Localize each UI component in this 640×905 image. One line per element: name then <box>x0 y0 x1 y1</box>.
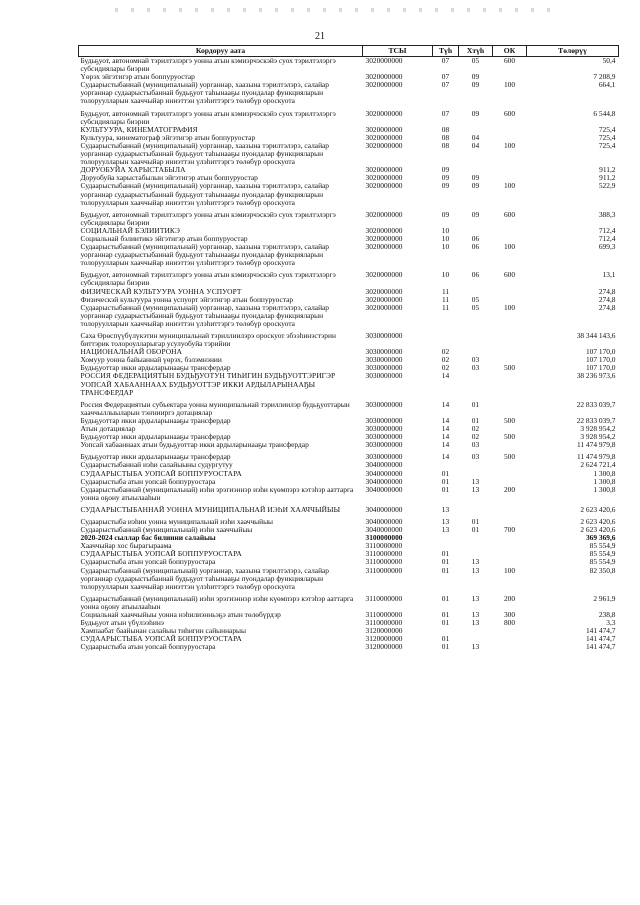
row-code: 3020000000 <box>365 233 403 243</box>
row-name: СОЦИАЛЬНАЙ БЭЛИИТИКЭ <box>80 225 180 235</box>
header-amount: Төлөрүү <box>527 46 619 57</box>
row-expense-type: 600 <box>503 209 516 219</box>
row-name: Будьҕуот, автономнай тэрилтэлэргэ уонна атын кэмиэрчэскэйэ суох тэрилтэлэргэ субсидиялары биэрии <box>80 56 336 74</box>
row-section: 01 <box>441 642 450 652</box>
row-amount: 82 350,8 <box>589 565 616 575</box>
row-section: 14 <box>441 440 450 450</box>
row-code: 3110000000 <box>365 618 403 628</box>
row-subsection: 03 <box>471 363 480 373</box>
row-code: 3030000000 <box>365 452 403 462</box>
row-name: Будьҕуот, автономнай тэрилтэлэргэ уонна атын кэмиэрчэскэйэ суох тэрилтэлэргэ субсидиялары биэрии <box>80 270 336 288</box>
table-row <box>79 397 619 417</box>
table-header-row <box>79 46 619 57</box>
row-name: Хааччыйар хос бырагыраама <box>80 541 172 551</box>
row-code: 3030000000 <box>365 415 403 425</box>
row-amount: 141 474,7 <box>585 634 616 644</box>
row-expense-type: 500 <box>503 452 516 462</box>
row-amount: 3 928 954,2 <box>580 424 616 434</box>
row-code: 3040000000 <box>365 525 403 535</box>
row-section: 14 <box>441 399 450 409</box>
row-expense-type <box>493 635 527 643</box>
row-expense-type: 600 <box>503 108 516 118</box>
row-code: 3040000000 <box>365 484 403 494</box>
table-row <box>79 567 619 591</box>
row-code: 3020000000 <box>365 108 403 118</box>
row-code: 3020000000 <box>365 132 403 142</box>
row-code: 3040000000 <box>365 504 403 514</box>
row-expense-type <box>493 470 527 478</box>
row-amount: 2 623 420,6 <box>580 504 616 514</box>
row-name: Физическэй культуура уонна успуорт эйгэтигэр атын боппуруостар <box>80 294 294 304</box>
row-subsection: 13 <box>471 565 480 575</box>
row-section: 11 <box>441 286 450 296</box>
row-subsection: 13 <box>471 593 480 603</box>
row-code: 3020000000 <box>365 242 403 252</box>
row-section: 14 <box>441 432 450 442</box>
row-subsection <box>459 328 493 348</box>
row-amount: 1 300,8 <box>593 476 616 486</box>
row-code: 3100000000 <box>365 533 403 543</box>
row-amount: 2 961,9 <box>593 593 616 603</box>
row-amount: 22 833 039,7 <box>576 415 616 425</box>
table-row <box>79 502 619 514</box>
row-section: 11 <box>441 294 450 304</box>
row-name: Саха Өрөспүүбүлүкэтин муниципальнай тэриллиилэрэ ороскуот эбээһинэстэрин биттэрик толороулларыгар усулуобуйа тэрийии <box>80 331 336 349</box>
row-amount: 6 544,8 <box>593 108 616 118</box>
row-name: РОССИЯ ФЕДЕРАЦИЯТЫН БУДЬҔУОТУН ТИҺИГИН БУДЬҔУОТТЭРИГЭР УОПСАЙ ХАБААННААХ БУДЬҔУОТТЭР ИККИ АРДЫЛАРЫНААҔЫ ТРАНСФЕРДАР <box>80 371 336 397</box>
row-section: 13 <box>441 516 450 526</box>
row-section: 01 <box>441 476 450 486</box>
row-expense-type: 500 <box>503 363 516 373</box>
row-name: Будьҕуоттар икки ардыларынааҕы трансфердар <box>80 432 231 442</box>
row-subsection: 09 <box>471 173 480 183</box>
row-amount: 274,8 <box>598 286 616 296</box>
row-section: 07 <box>441 80 450 90</box>
row-amount: 107 170,0 <box>585 347 616 357</box>
row-amount: 274,8 <box>598 302 616 312</box>
row-name: Будьҕуот, автономнай тэрилтэлэргэ уонна атын кэмиэрчэскэйэ суох тэрилтэлэргэ субсидиялары биэрии <box>80 209 336 227</box>
row-subsection: 04 <box>471 140 480 150</box>
row-subsection: 01 <box>471 415 480 425</box>
row-subsection: 05 <box>471 56 480 65</box>
row-subsection <box>459 542 493 550</box>
row-subsection: 02 <box>471 432 480 442</box>
row-name: Судаарыстыбаннай (муниципальнай) уорганнар, хаазына тэрилтэлэрэ, салайар уорганнар судаарыстыбаннай будьҕуот таһынааҕы пуондалар функцияларын толоруулларын хааччыйар иниэттэн үлэһиттэргэ төлөбүр ороскуота <box>80 302 329 328</box>
row-section: 10 <box>441 233 450 243</box>
row-section: 09 <box>441 165 450 175</box>
row-name: Будьҕуоттар икки ардыларынааҕы трансфердар <box>80 363 231 373</box>
row-name: Будьҕуоттар икки ардыларынааҕы трансфердар <box>80 452 231 462</box>
row-name: Судаарыстыбаннай (муниципальнай) уорганнар, хаазына тэрилтэлэрэ, салайар уорганнар судаарыстыбаннай будьҕуот таһынааҕы пуондалар функцияларын толоруулларын хааччыйар иниэттэн үлэһиттэргэ төлөбүр ороскуота <box>80 242 329 268</box>
row-code: 3020000000 <box>365 140 403 150</box>
row-code: 3020000000 <box>365 72 403 82</box>
row-code: 3110000000 <box>365 593 403 603</box>
row-expense-type: 600 <box>503 56 516 65</box>
row-code: 3030000000 <box>365 363 403 373</box>
row-subsection: 05 <box>471 294 480 304</box>
row-name: Будьҕуот атын үбүлээһинэ <box>80 618 164 628</box>
row-name: Социальнай хааччыйыы уонна нэһилиэнньэҕэ атын төлөбүрдэр <box>80 610 281 619</box>
row-amount: 2 623 420,6 <box>580 525 616 535</box>
row-name: ФИЗИЧЕСКАЙ КУЛЬТУУРА УОННА УСПУОРТ <box>80 286 242 296</box>
row-code: 3110000000 <box>365 549 403 559</box>
table-row <box>79 267 619 287</box>
row-amount: 85 554,9 <box>589 557 616 567</box>
row-section: 11 <box>441 302 450 312</box>
row-code: 3030000000 <box>365 371 403 381</box>
row-amount: 38 344 143,6 <box>576 331 616 340</box>
row-section: 08 <box>441 124 450 134</box>
row-subsection: 06 <box>471 233 480 243</box>
row-amount: 38 236 973,6 <box>576 371 616 381</box>
row-expense-type: 100 <box>503 181 516 191</box>
row-amount: 3 928 954,2 <box>580 432 616 442</box>
row-code: 3020000000 <box>365 124 403 134</box>
row-section: 01 <box>441 610 450 619</box>
row-subsection: 04 <box>471 132 480 142</box>
row-subsection: 06 <box>471 242 480 252</box>
row-name: Уопсай хабааннаах атын будьҕуоттар икки ардыларынааҕы трансфердар <box>80 440 309 450</box>
row-section: 01 <box>441 484 450 494</box>
budget-table <box>78 45 619 651</box>
row-code: 3030000000 <box>365 432 403 442</box>
row-name: Үөрэх эйгэтигэр атын боппуруостар <box>80 72 195 82</box>
row-amount: 725,4 <box>598 124 616 134</box>
row-code: 3040000000 <box>365 468 403 478</box>
row-expense-type <box>493 534 527 542</box>
row-section: 07 <box>441 72 450 82</box>
row-amount: 238,8 <box>598 610 616 619</box>
table-row <box>79 243 619 267</box>
table-row <box>79 57 619 74</box>
row-code: 3020000000 <box>365 209 403 219</box>
header-pg: Түһ <box>433 46 459 57</box>
row-code: 3040000000 <box>365 460 403 470</box>
row-subsection: 13 <box>471 476 480 486</box>
row-name: 2020-2024 сыллар бас билиини салайыы <box>80 533 216 543</box>
table-row <box>79 417 619 425</box>
row-expense-type: 100 <box>503 302 516 312</box>
row-expense-type <box>493 328 527 348</box>
row-code: 3030000000 <box>365 424 403 434</box>
row-section: 02 <box>441 355 450 365</box>
table-row <box>79 486 619 502</box>
row-code: 3030000000 <box>365 331 403 340</box>
row-subsection: 01 <box>471 525 480 535</box>
row-amount: 2 624 721,4 <box>580 460 616 470</box>
row-code: 3020000000 <box>365 302 403 312</box>
row-code: 3120000000 <box>365 634 403 644</box>
row-subsection <box>459 502 493 514</box>
row-code: 3040000000 <box>365 516 403 526</box>
row-expense-type: 300 <box>503 610 516 619</box>
row-subsection: 13 <box>471 618 480 628</box>
row-amount: 141 474,7 <box>585 626 616 636</box>
row-subsection: 03 <box>471 355 480 365</box>
row-subsection: 09 <box>471 108 480 118</box>
row-name: Социальнай бэлиитикэ эйгэтигэр атын боппуруостар <box>80 233 248 243</box>
table-body <box>79 57 619 652</box>
row-subsection: 01 <box>471 516 480 526</box>
row-code: 3030000000 <box>365 399 403 409</box>
row-name: Судаарыстыбаннай (муниципальнай) уорганнар, хаазына тэрилтэлэрэ, салайар уорганнар судаарыстыбаннай будьҕуот таһынааҕы пуондалар функцияларын толоруулларын хааччыйар иниэттэн үлэһиттэргэ төлөбүр ороскуота <box>80 565 329 591</box>
row-section: 01 <box>441 593 450 603</box>
row-code: 3110000000 <box>365 610 403 619</box>
row-code: 3030000000 <box>365 355 403 365</box>
header-name: Кордоруу аата <box>79 46 363 57</box>
row-name: НАЦИОНАЛЬНАЙ ОБОРОНА <box>80 347 183 357</box>
row-expense-type <box>493 348 527 356</box>
row-code: 3020000000 <box>365 270 403 280</box>
row-subsection <box>459 534 493 542</box>
row-section: 13 <box>441 504 450 514</box>
row-subsection: 03 <box>471 440 480 450</box>
row-expense-type <box>493 550 527 558</box>
row-section: 01 <box>441 549 450 559</box>
row-section: 01 <box>441 634 450 644</box>
row-amount: 274,8 <box>598 294 616 304</box>
row-amount: 1 300,8 <box>593 484 616 494</box>
row-amount: 369 369,6 <box>585 533 616 543</box>
row-name: Судаарыстыба иэһин уонна муниципальнай иэһи хааччыйыы <box>80 516 274 526</box>
table-row <box>79 207 619 227</box>
row-expense-type <box>493 166 527 174</box>
row-expense-type: 100 <box>503 80 516 90</box>
table-row <box>79 441 619 449</box>
row-expense-type <box>493 542 527 550</box>
row-subsection: 13 <box>471 484 480 494</box>
row-name: СУДААРЫСТЫБА УОПСАЙ БОППУРУОСТАРА <box>80 468 242 478</box>
row-code: 3030000000 <box>365 347 403 357</box>
row-subsection: 13 <box>471 642 480 652</box>
row-code: 3020000000 <box>365 225 403 235</box>
row-section: 10 <box>441 242 450 252</box>
row-subsection <box>459 461 493 469</box>
row-name: СУДААРЫСТЫБА УОПСАЙ БОППУРУОСТАРА <box>80 634 242 644</box>
row-expense-type: 700 <box>503 525 516 535</box>
row-code: 3020000000 <box>365 286 403 296</box>
row-amount: 388,3 <box>598 209 616 219</box>
row-subsection: 13 <box>471 610 480 619</box>
row-section: 08 <box>441 132 450 142</box>
table-row <box>79 643 619 651</box>
row-expense-type <box>493 288 527 296</box>
row-section: 01 <box>441 557 450 567</box>
row-amount: 141 474,7 <box>585 642 616 652</box>
row-subsection: 09 <box>471 72 480 82</box>
table-row <box>79 142 619 166</box>
row-name: Будьҕуот, автономнай тэрилтэлэргэ уонна атын кэмиэрчэскэйэ суох тэрилтэлэргэ субсидиялары биэрии <box>80 108 336 126</box>
row-subsection: 09 <box>471 80 480 90</box>
row-name: Будьҕуоттар икки ардыларынааҕы трансфердар <box>80 415 231 425</box>
row-code: 3020000000 <box>365 173 403 183</box>
table-row <box>79 304 619 328</box>
row-code: 3020000000 <box>365 56 403 65</box>
row-code: 3110000000 <box>365 565 403 575</box>
scan-artifact <box>115 8 555 12</box>
row-expense-type <box>493 502 527 514</box>
row-name: КУЛЬТУУРА, КИНЕМАТОГРАФИЯ <box>80 124 198 134</box>
row-amount: 664,1 <box>598 80 616 90</box>
row-subsection: 03 <box>471 452 480 462</box>
header-vt: ОК <box>493 46 527 57</box>
row-amount: 11 474 979,8 <box>576 452 616 462</box>
row-code: 3020000000 <box>365 80 403 90</box>
row-name: Судаарыстыба атын уопсай боппуруостара <box>80 476 216 486</box>
row-code: 3020000000 <box>365 181 403 191</box>
row-name: СУДААРЫСТЫБА УОПСАЙ БОППУРУОСТАРА <box>80 549 242 559</box>
row-section: 09 <box>441 209 450 219</box>
row-expense-type <box>493 227 527 235</box>
row-section <box>433 328 459 348</box>
row-section: 09 <box>441 181 450 191</box>
row-code: 3110000000 <box>365 541 403 551</box>
row-amount: 107 170,0 <box>585 355 616 365</box>
row-expense-type: 100 <box>503 140 516 150</box>
row-amount: 107 170,0 <box>585 363 616 373</box>
row-subsection: 02 <box>471 424 480 434</box>
row-section <box>433 534 459 542</box>
row-name: Судаарыстыбаннай иэһи салайыыны судургутуу <box>80 460 233 470</box>
row-expense-type: 100 <box>503 565 516 575</box>
row-name: Судаарыстыбаннай (муниципальнай) иэһи эрэгиэннэр иэһи күөмпэрэ кэтэһэр ааттарга уонна оҕону атыылааһын <box>80 484 354 502</box>
row-code: 3020000000 <box>365 165 403 175</box>
row-amount: 712,4 <box>598 225 616 235</box>
row-section: 02 <box>441 363 450 373</box>
row-expense-type: 200 <box>503 484 516 494</box>
row-section: 07 <box>441 56 450 65</box>
row-subsection: 05 <box>471 302 480 312</box>
row-amount: 22 833 039,7 <box>576 399 616 409</box>
row-section: 01 <box>441 565 450 575</box>
row-section: 13 <box>441 525 450 535</box>
table-row <box>79 182 619 206</box>
row-amount: 11 474 979,8 <box>576 440 616 450</box>
row-expense-type: 500 <box>503 415 516 425</box>
header-code: ТСЫ <box>363 46 433 57</box>
page-number: 21 <box>315 31 325 42</box>
row-name: Судаарыстыбаннай (муниципальнай) уорганнар, хаазына тэрилтэлэрэ, салайар уорганнар судаарыстыбаннай будьҕуот таһынааҕы пуондалар функцияларын толоруулларын хааччыйар иниэттэн үлэһиттэргэ төлөбүр ороскуота <box>80 80 329 106</box>
row-amount: 3,3 <box>606 618 616 628</box>
row-name: Судаарыстыбаннай (муниципальнай) уорганнар, хаазына тэрилтэлэрэ, салайар уорганнар судаарыстыбаннай будьҕуот таһынааҕы пуондалар функцияларын толоруулларын хааччыйар иниэттэн үлэһиттэргэ төлөбүр ороскуота <box>80 140 329 167</box>
row-expense-type <box>493 126 527 134</box>
table-row <box>79 372 619 396</box>
row-expense-type: 500 <box>503 432 516 442</box>
row-name: ДОРУОБУЙА ХАРЫСТАБЫЛА <box>80 165 186 175</box>
row-subsection: 01 <box>471 399 480 409</box>
row-name: Культуура, кинематограф эйгэтигэр атын боппуруостар <box>80 132 256 142</box>
row-name: Судаарыстыбаннай (муниципальнай) иэһи хааччыйыы <box>80 525 253 535</box>
row-section: 08 <box>441 140 450 150</box>
row-section: 14 <box>441 424 450 434</box>
row-amount: 911,2 <box>599 173 616 183</box>
row-name: Хомуур уонна байыаннай үөрэх, бэлэмнэнии <box>80 355 222 365</box>
row-section: 07 <box>441 108 450 118</box>
row-code: 3020000000 <box>365 294 403 304</box>
row-expense-type: 600 <box>503 270 516 280</box>
row-amount: 85 554,9 <box>589 549 616 559</box>
row-name: Россия Федерациятын субъектара уонна муниципальнай тэриллиилэр будьҕуоттарын хааччыллыыларын тэҥнииргэ дотациялар <box>80 399 350 417</box>
table-row <box>79 591 619 611</box>
row-name: Судаарыстыбаннай (муниципальнай) иэһи эрэгиэннэр иэһи күөмпэрэ кэтэһэр ааттарга уонна оҕону атыылааһын <box>80 593 354 611</box>
row-expense-type <box>493 643 527 651</box>
row-name: Хампаабат баайынан салайыы тиһигин сайыннарыы <box>80 626 246 636</box>
row-name: Атын дотациялар <box>80 424 136 434</box>
row-amount: 712,4 <box>598 233 616 243</box>
row-amount: 2 623 420,6 <box>580 516 616 526</box>
row-code: 3110000000 <box>365 557 403 567</box>
row-expense-type <box>493 372 527 396</box>
row-name: СУДААРЫСТЫБАННАЙ УОННА МУНИЦИПАЛЬНАЙ ИЭҺИ ХААЧЧЫЙЫЫ <box>80 504 341 514</box>
row-amount: 1 300,8 <box>593 468 616 478</box>
row-subsection <box>459 372 493 396</box>
row-subsection: 09 <box>471 209 480 219</box>
row-amount: 725,4 <box>598 140 616 150</box>
row-section: 09 <box>441 173 450 183</box>
row-expense-type: 800 <box>503 618 516 628</box>
row-section: 10 <box>441 225 450 235</box>
row-expense-type <box>493 441 527 449</box>
row-section: 01 <box>441 468 450 478</box>
row-amount: 13,1 <box>602 270 616 280</box>
row-expense-type <box>493 397 527 417</box>
table-row <box>79 81 619 105</box>
row-expense-type: 100 <box>503 242 516 252</box>
row-amount: 699,3 <box>598 242 616 252</box>
table-row <box>79 328 619 348</box>
row-subsection: 13 <box>471 557 480 567</box>
row-expense-type <box>493 461 527 469</box>
row-amount: 50,4 <box>602 56 616 65</box>
row-subsection: 09 <box>471 181 480 191</box>
row-amount: 7 208,9 <box>593 72 616 82</box>
row-section: 01 <box>441 618 450 628</box>
row-amount: 725,4 <box>598 132 616 142</box>
row-code: 3120000000 <box>365 642 403 652</box>
row-name: Доруобуйа харыстабылын эйгэтигэр атын боппуруостар <box>80 173 258 183</box>
row-subsection: 06 <box>471 270 480 280</box>
row-code: 3030000000 <box>365 440 403 450</box>
row-expense-type <box>493 627 527 635</box>
row-amount: 522,9 <box>598 181 616 191</box>
row-section: 14 <box>441 452 450 462</box>
row-section: 02 <box>441 347 450 357</box>
row-section: 14 <box>441 415 450 425</box>
header-sec: Хтүһ <box>459 46 493 57</box>
row-name: Судаарыстыбаннай (муниципальнай) уорганнар, хаазына тэрилтэлэрэ, салайар уорганнар судаарыстыбаннай будьҕуот таһынааҕы пуондалар функцияларын толоруулларын хааччыйар иниэттэн үлэһиттэргэ төлөбүр ороскуота <box>80 181 329 207</box>
row-section: 14 <box>441 371 450 381</box>
row-name: Судаарыстыба атын уопсай боппуруостара <box>80 642 216 652</box>
row-code: 3040000000 <box>365 476 403 486</box>
row-amount: 85 554,9 <box>589 541 616 551</box>
row-expense-type: 200 <box>503 593 516 603</box>
row-subsection <box>459 627 493 635</box>
table-row <box>79 106 619 126</box>
row-name: Судаарыстыба атын уопсай боппуруостара <box>80 557 216 567</box>
row-amount: 911,2 <box>599 165 616 175</box>
row-section: 10 <box>441 270 450 280</box>
row-code: 3120000000 <box>365 626 403 636</box>
